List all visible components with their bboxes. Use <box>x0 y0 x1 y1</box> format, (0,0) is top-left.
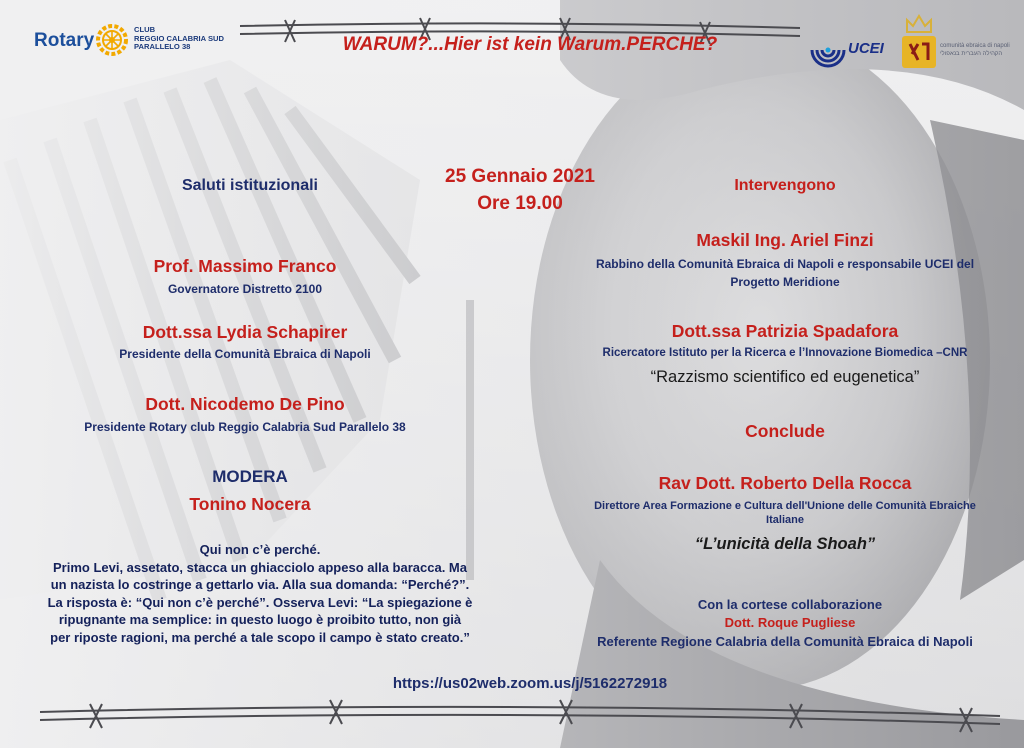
ceb-text: comunità ebraica di napoli הקהילה העברית בנאפולי <box>940 43 1010 57</box>
event-time: Ore 19.00 <box>477 193 563 214</box>
speaker-role: Governatore Distretto 2100 <box>167 282 323 296</box>
zoom-link[interactable]: https://us02web.zoom.us/j/5162272918 <box>392 675 668 692</box>
speaker-role: Presidente della Comunità Ebraica di Napoli <box>119 347 371 361</box>
speaker-role: Presidente Rotary club Reggio Calabria Sud Parallelo 38 <box>84 420 406 434</box>
speaker-role: Ricercatore Istituto per la Ricerca e l’Innovazione Biomedica –CNR <box>602 347 968 359</box>
rotary-logo <box>34 22 234 62</box>
ceb-emblem <box>902 36 936 68</box>
speaker-name: Dott.ssa Patrizia Spadafora <box>671 321 899 341</box>
moderator-name: Tonino Nocera <box>189 494 311 514</box>
levi-story: Qui non c’è perché. Primo Levi, assetato, stacca un ghiacciolo appeso alla baracca. Ma un nazista lo costringe a gettarlo via. Alla sua domanda: “Perché?”. La risposta è: “Qui non c’è perché”. Osserva Levi: “La spiegazione è ripugnante ma semplice: in questo luogo è proibito tutto, non già per riposte ragioni, ma perché a tale scopo il campo è stato creato.” <box>47 542 473 645</box>
rotary-wheel-icon <box>96 24 128 56</box>
collab-role: Referente Regione Calabria della Comunità Ebraica di Napoli <box>597 634 973 649</box>
speaker-role: Rabbino della Comunità Ebraica di Napoli e responsabile UCEI del Progetto Meridione <box>595 257 975 289</box>
collab-name: Dott. Roque Pugliese <box>724 615 856 630</box>
talk-title: “Razzismo scientifico ed eugenetica” <box>650 368 920 386</box>
rotary-wordmark: Rotary <box>34 30 95 51</box>
left-heading: Saluti istituzionali <box>181 177 318 194</box>
collab-label: Con la cortese collaborazione <box>697 597 883 612</box>
ucei-wordmark: UCEI <box>848 40 884 57</box>
event-date: 25 Gennaio 2021 <box>445 166 595 187</box>
rotary-club-lines: CLUB REGGIO CALABRIA SUD PARALLELO 38 <box>134 25 225 51</box>
page-title: WARUM?...Hier ist kein Warum.PERCHE? <box>342 34 718 55</box>
speaker-name: Maskil Ing. Ariel Finzi <box>696 230 874 250</box>
speaker-name: Dott.ssa Lydia Schapirer <box>142 322 348 342</box>
speaker-name: Rav Dott. Roberto Della Rocca <box>658 473 912 493</box>
speaker-name: Prof. Massimo Franco <box>153 256 337 276</box>
crown-icon <box>904 14 934 36</box>
talk-title: “L’unicità della Shoah” <box>694 535 876 553</box>
speaker-role: Direttore Area Formazione e Cultura dell'Unione delle Comunità Ebraiche Italiane <box>594 500 976 526</box>
ucei-logo <box>806 28 892 72</box>
ceb-logo <box>902 14 1020 72</box>
ucei-swirl-icon <box>806 28 850 72</box>
aleph-lamed-icon <box>902 36 936 68</box>
moderator-label: MODERA <box>212 467 288 486</box>
right-heading: Intervengono <box>734 177 836 194</box>
conclude-label: Conclude <box>745 421 825 441</box>
speaker-name: Dott. Nicodemo De Pino <box>145 394 345 414</box>
